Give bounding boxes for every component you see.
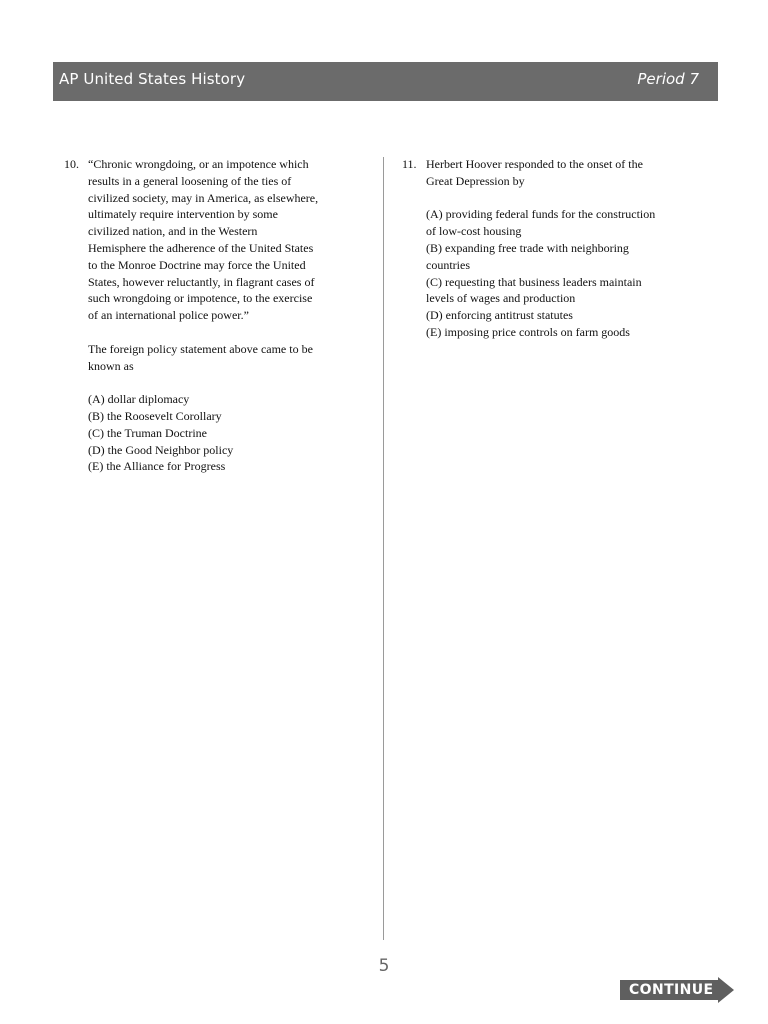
answer-choice-d: (D) the Good Neighbor policy [88, 442, 234, 457]
question-number: 11. [402, 157, 417, 171]
quote-line: ultimately require intervention by some [88, 207, 278, 222]
answer-choice-e: (E) imposing price controls on farm goods [426, 324, 630, 339]
question-number: 10. [64, 157, 79, 171]
question-body [426, 156, 702, 341]
answer-choice-b-cont: countries [426, 257, 470, 272]
header-title: AP United States History [59, 70, 246, 88]
quote-line: of an international police power.” [88, 308, 249, 323]
question-stem-line: The foreign policy statement above came to be [88, 341, 313, 356]
answer-choice-c: (C) the Truman Doctrine [88, 425, 207, 440]
question-stem-line: known as [88, 358, 134, 373]
answer-choice-c: (C) requesting that business leaders maintain [426, 274, 642, 289]
column-divider [383, 157, 384, 940]
question-11 [402, 156, 702, 341]
answer-choice-a-cont: of low-cost housing [426, 224, 522, 239]
answer-choice-d: (D) enforcing antitrust statutes [426, 308, 573, 323]
quote-line: States, however reluctantly, in flagrant cases of [88, 274, 315, 289]
header-period: Period 7 [637, 70, 699, 88]
answer-choice-e: (E) the Alliance for Progress [88, 459, 226, 474]
quote-line: results in a general loosening of the ties of [88, 173, 292, 188]
quote-line: civilized nation, and in the Western [88, 224, 258, 239]
page-header [53, 62, 718, 101]
answer-choice-c-cont: levels of wages and production [426, 291, 576, 306]
answer-choice-a: (A) dollar diplomacy [88, 392, 190, 407]
answer-choice-b: (B) the Roosevelt Corollary [88, 408, 222, 423]
quote-line: civilized society, may in America, as elsewhere, [88, 190, 319, 205]
answer-choice-a: (A) providing federal funds for the construction [426, 207, 656, 222]
answer-choice-b: (B) expanding free trade with neighboring [426, 240, 629, 255]
question-body [88, 156, 364, 475]
question-10 [64, 156, 364, 475]
quote-line: “Chronic wrongdoing, or an impotence which [88, 157, 309, 171]
quote-line: Hemisphere the adherence of the United States [88, 240, 314, 255]
question-stem-line: Great Depression by [426, 173, 525, 188]
continue-button[interactable] [620, 977, 734, 1003]
question-stem-line: Herbert Hoover responded to the onset of the [426, 157, 643, 171]
quote-line: such wrongdoing or impotence, to the exercise [88, 291, 313, 306]
quote-line: to the Monroe Doctrine may force the United [88, 257, 306, 272]
continue-label: CONTINUE [629, 982, 714, 998]
page-number: 5 [378, 956, 390, 976]
